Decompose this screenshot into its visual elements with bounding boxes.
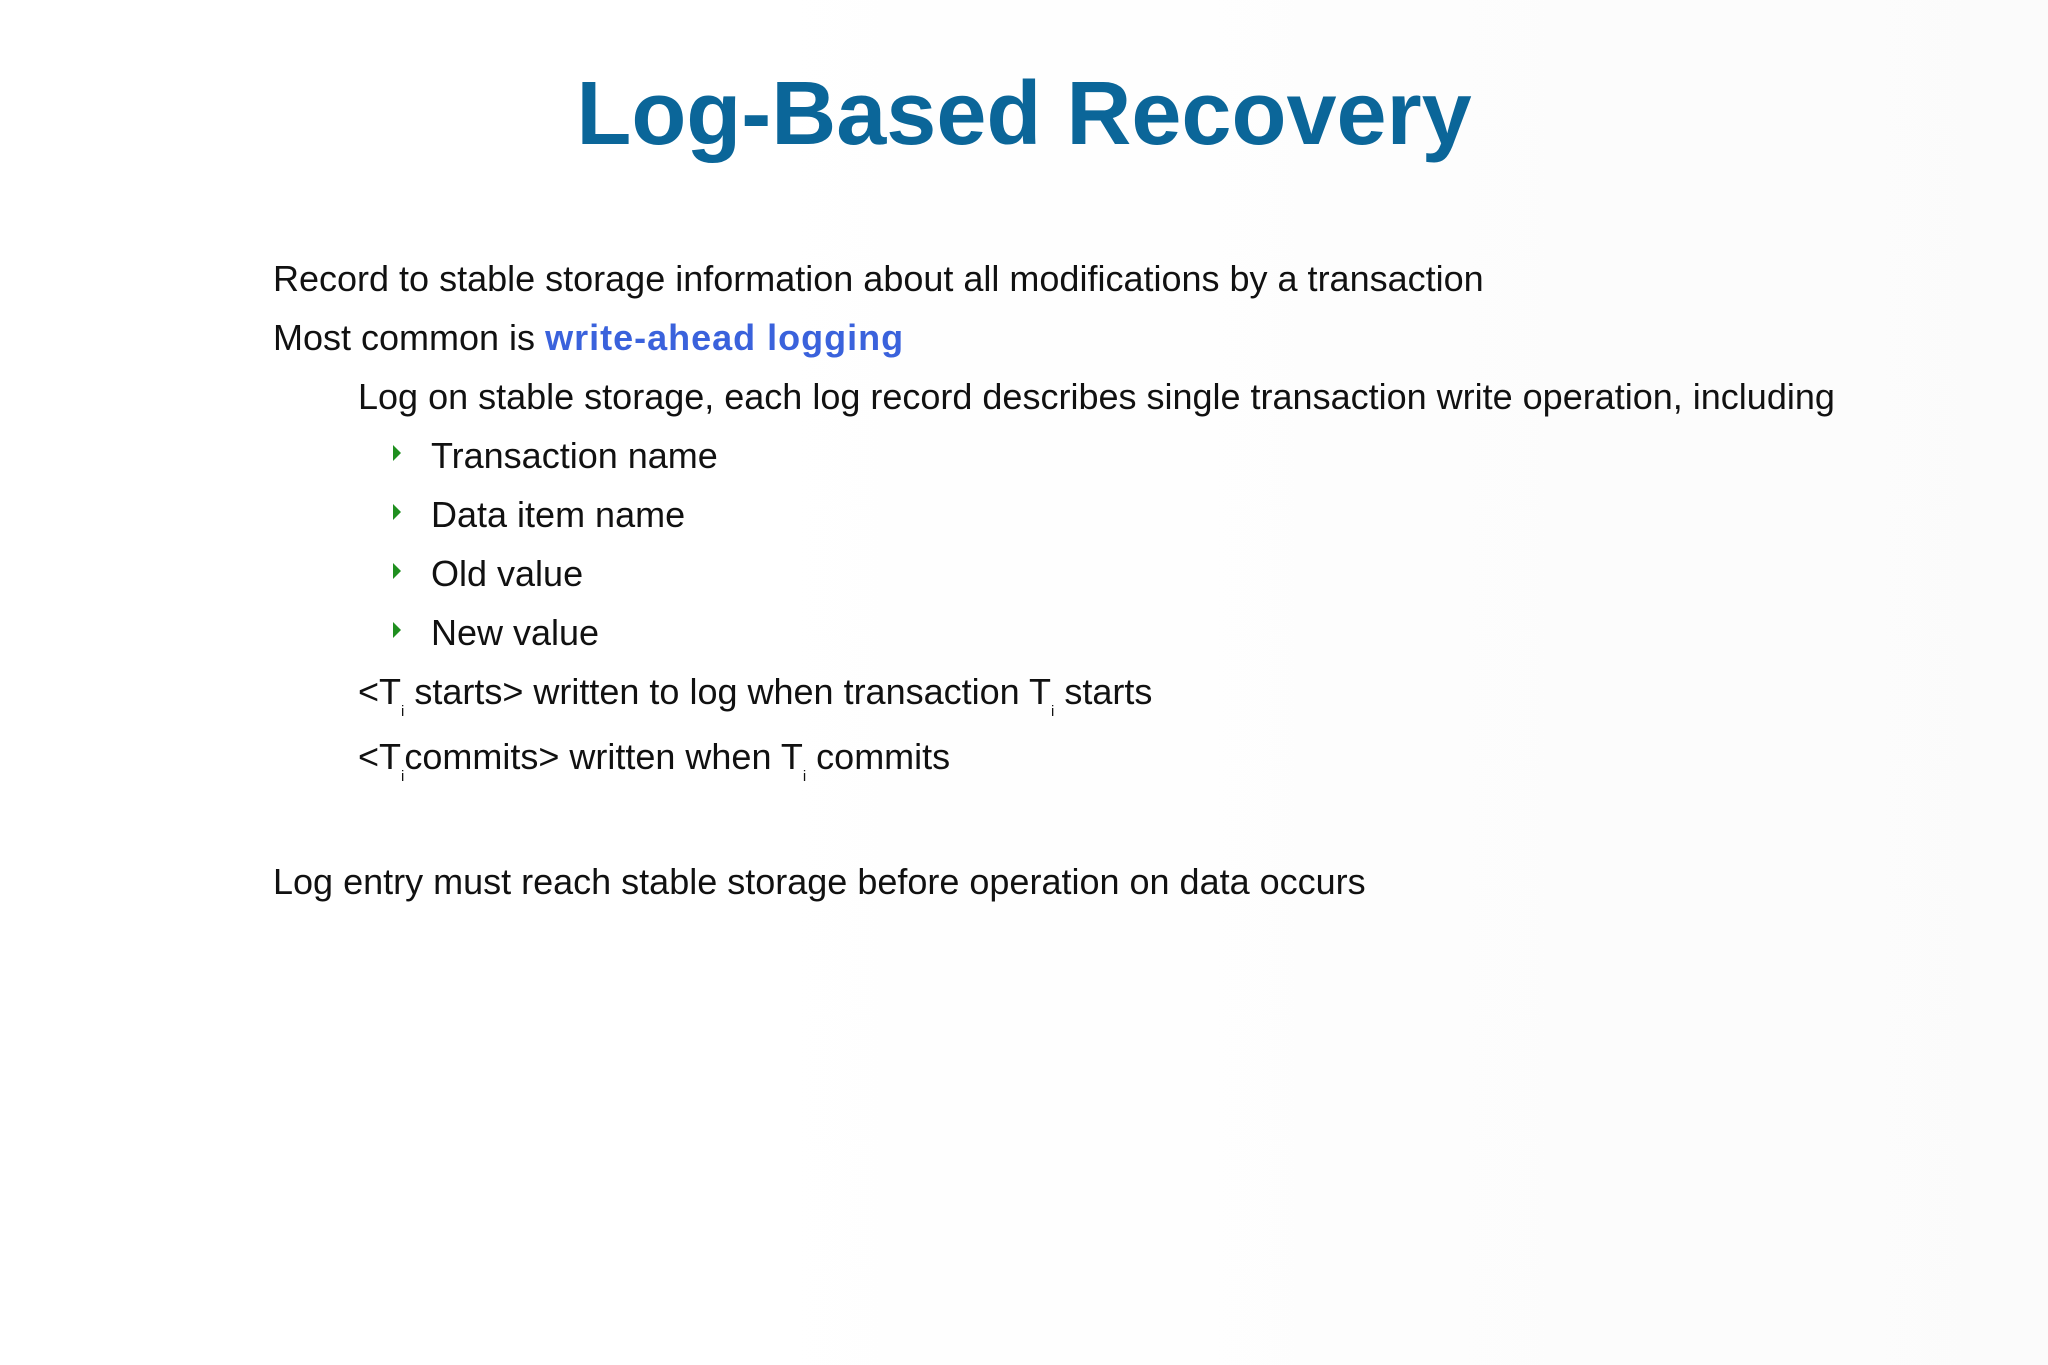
ti-commits-part-b: commits> written when T bbox=[404, 736, 803, 777]
most-common-prefix: Most common is bbox=[273, 317, 546, 358]
text-line-log-on-stable-storage: Log on stable storage, each log record describes single transaction write operation, including bbox=[358, 376, 1835, 417]
green-triangle-bullet-icon bbox=[393, 445, 401, 461]
bullet-item-new-value: New value bbox=[431, 612, 600, 653]
bullet-item-data-item-name: Data item name bbox=[431, 494, 686, 535]
ti-starts-part-c: starts bbox=[1054, 671, 1153, 712]
ti-commits-part-c: commits bbox=[806, 736, 951, 777]
subscript-i: i bbox=[1051, 703, 1055, 720]
text-line-most-common bbox=[273, 316, 904, 360]
green-triangle-bullet-icon bbox=[393, 563, 401, 579]
text-line-log-entry: Log entry must reach stable storage before operation on data occurs bbox=[273, 861, 1366, 902]
green-triangle-bullet-icon bbox=[393, 504, 401, 520]
ti-starts-part-b: starts> written to log when transaction T bbox=[404, 671, 1052, 712]
subscript-i: i bbox=[401, 703, 405, 720]
green-triangle-bullet-icon bbox=[393, 622, 401, 638]
ti-commits-part-a: <T bbox=[358, 736, 402, 777]
write-ahead-logging-term: write-ahead logging bbox=[545, 317, 905, 358]
subscript-i: i bbox=[802, 768, 807, 785]
ti-starts-part-a: <T bbox=[358, 671, 402, 712]
text-line-ti-commits bbox=[358, 735, 951, 785]
subscript-i: i bbox=[401, 768, 405, 785]
text-line-ti-starts bbox=[358, 670, 1153, 720]
text-line-record: Record to stable storage information about all modifications by a transaction bbox=[273, 258, 1484, 299]
bullet-item-old-value: Old value bbox=[431, 553, 584, 594]
bullet-item-transaction-name: Transaction name bbox=[431, 435, 718, 476]
slide-title: Log-Based Recovery bbox=[576, 64, 1472, 164]
